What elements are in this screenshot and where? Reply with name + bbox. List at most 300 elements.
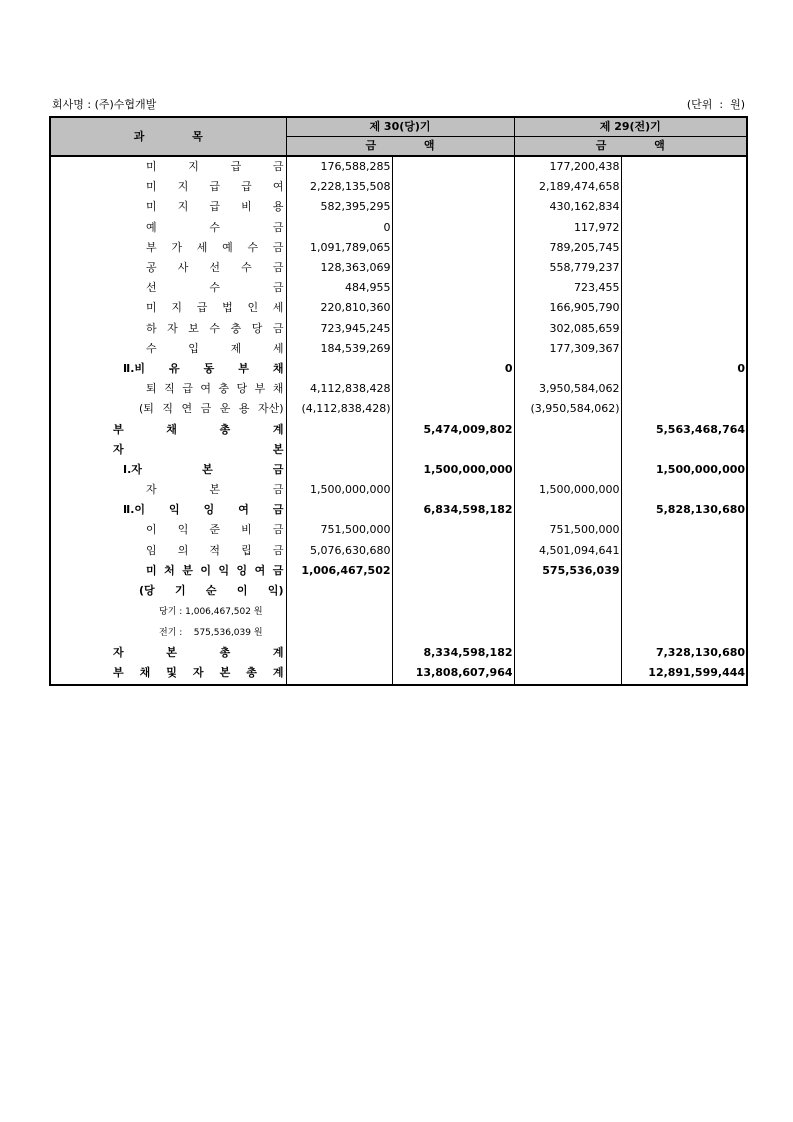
prior-total-amount (621, 218, 747, 238)
label-char: 잉 (236, 563, 248, 577)
label-char: 급 (241, 180, 252, 194)
label-char: 자 (113, 442, 124, 456)
label-char: 미 (146, 200, 157, 214)
label-char: 금 (272, 281, 284, 295)
table-row (50, 238, 747, 258)
label-char: Ⅱ.이 (123, 503, 146, 517)
account-name (50, 460, 286, 480)
label-char: 연 (181, 402, 193, 416)
prior-detail-amount (514, 440, 621, 460)
label-char: 수 (209, 220, 221, 234)
account-name (50, 298, 286, 318)
net-income-note: 전기 : 575,536,039 원 (159, 628, 263, 639)
label-char: 준 (209, 523, 221, 537)
account-label (51, 258, 286, 278)
prior-detail-amount: 166,905,790 (514, 298, 621, 318)
label-char: 금 (272, 261, 284, 275)
current-total-amount (392, 561, 514, 581)
label-char: 금 (272, 321, 284, 335)
current-detail-amount: 1,006,467,502 (286, 561, 392, 581)
table-row (50, 622, 747, 643)
account-label (51, 480, 286, 500)
current-detail-amount: 220,810,360 (286, 298, 392, 318)
account-name (50, 177, 286, 197)
company-name: 회사명 : (주)수협개발 (52, 98, 157, 111)
label-char: 수 (247, 240, 259, 254)
label-char: 제 (230, 341, 242, 355)
unit-label: (단위 : 원) (686, 98, 745, 111)
label-char: 지 (177, 200, 189, 214)
account-name (50, 399, 286, 419)
account-name (50, 218, 286, 238)
account-name (50, 197, 286, 217)
current-detail-amount (286, 500, 392, 520)
table-row (50, 419, 747, 439)
current-total-amount (392, 278, 514, 298)
label-char: 세 (272, 341, 284, 355)
label-char: 익 (169, 503, 180, 517)
current-detail-amount: 0 (286, 218, 392, 238)
account-label (51, 440, 286, 460)
prior-total-amount (621, 238, 747, 258)
table-row (50, 258, 747, 278)
current-detail-amount: 1,091,789,065 (286, 238, 392, 258)
prior-total-amount (621, 319, 747, 339)
current-total-amount (392, 440, 514, 460)
label-char: 잉 (203, 503, 215, 517)
label-char: (당 (139, 584, 155, 598)
label-char: 채 (272, 361, 284, 375)
label-char: 수 (209, 321, 221, 335)
current-detail-amount (286, 581, 392, 601)
table-row (50, 399, 747, 419)
table-row (50, 643, 747, 663)
label-char: 금 (272, 503, 284, 517)
label-char: 부 (254, 382, 266, 396)
current-total-amount (392, 298, 514, 318)
current-detail-amount: (4,112,838,428) (286, 399, 392, 419)
table-row (50, 379, 747, 399)
prior-detail-amount: 177,200,438 (514, 156, 621, 177)
prior-detail-amount (514, 460, 621, 480)
prior-detail-amount: 575,536,039 (514, 561, 621, 581)
prior-detail-amount: 1,500,000,000 (514, 480, 621, 500)
label-char: 금 (272, 483, 284, 497)
label-char: 급 (196, 301, 208, 315)
table-row (50, 359, 747, 379)
label-char: 총 (219, 422, 231, 436)
label-char: 금 (272, 220, 284, 234)
current-detail-amount: 1,500,000,000 (286, 480, 392, 500)
label-char: 임 (146, 543, 157, 557)
current-detail-amount: 723,945,245 (286, 319, 392, 339)
prior-total-amount (621, 622, 747, 643)
label-char: 선 (209, 261, 221, 275)
label-char: 수 (146, 341, 157, 355)
account-name (50, 622, 286, 643)
label-char: 예 (222, 240, 233, 254)
account-label (51, 359, 286, 379)
label-char: 부 (113, 422, 124, 436)
label-char: 자 (167, 321, 178, 335)
current-total-amount (392, 379, 514, 399)
account-name (50, 601, 286, 622)
table-row (50, 156, 747, 177)
account-label (51, 399, 286, 419)
table-row (50, 601, 747, 622)
label-char: 익 (177, 523, 189, 537)
label-char: 처 (164, 563, 175, 577)
current-total-amount: 6,834,598,182 (392, 500, 514, 520)
account-label (51, 177, 286, 197)
current-amount-header: 금 액 (286, 137, 514, 157)
account-label (51, 541, 286, 561)
account-label (51, 157, 286, 177)
prior-detail-amount (514, 601, 621, 622)
account-name (50, 258, 286, 278)
prior-total-amount: 5,563,468,764 (621, 419, 747, 439)
account-name (50, 278, 286, 298)
prior-total-amount (621, 601, 747, 622)
current-detail-amount (286, 460, 392, 480)
table-row (50, 319, 747, 339)
label-char: 적 (209, 543, 221, 557)
prior-total-amount: 0 (621, 359, 747, 379)
current-total-amount (392, 601, 514, 622)
table-row (50, 500, 747, 520)
current-total-amount (392, 480, 514, 500)
account-label (51, 298, 286, 318)
label-char: 충 (230, 321, 242, 335)
account-name (50, 238, 286, 258)
current-total-amount (392, 238, 514, 258)
label-char: 기 (174, 584, 186, 598)
prior-amount-header: 금 액 (514, 137, 747, 157)
label-char: 지 (171, 301, 182, 315)
current-total-amount: 13,808,607,964 (392, 663, 514, 684)
label-char: 수 (209, 281, 221, 295)
label-char: 채 (166, 422, 177, 436)
current-detail-amount: 184,539,269 (286, 339, 392, 359)
label-char: 이 (146, 523, 157, 537)
label-char: 자 (146, 483, 157, 497)
label-char: 및 (166, 666, 177, 680)
account-name (50, 379, 286, 399)
prior-total-amount (621, 278, 747, 298)
label-char: 립 (241, 543, 252, 557)
label-char: 선 (146, 281, 157, 295)
label-char: 총 (219, 646, 231, 660)
current-total-amount (392, 541, 514, 561)
label-char: 이 (200, 563, 211, 577)
table-row (50, 561, 747, 581)
label-char: 비 (241, 523, 252, 537)
label-char: 익) (267, 584, 284, 598)
label-char: 운 (219, 402, 231, 416)
label-char: 순 (205, 584, 217, 598)
prior-total-amount (621, 298, 747, 318)
current-detail-amount: 5,076,630,680 (286, 541, 392, 561)
label-char: 부 (238, 361, 249, 375)
prior-total-amount (621, 520, 747, 540)
prior-detail-amount (514, 663, 621, 684)
prior-detail-amount: 723,455 (514, 278, 621, 298)
current-detail-amount (286, 622, 392, 643)
prior-total-amount (621, 541, 747, 561)
prior-total-amount (621, 440, 747, 460)
current-total-amount: 5,474,009,802 (392, 419, 514, 439)
label-char: 여 (200, 382, 211, 396)
label-char: 여 (238, 503, 249, 517)
label-char: 채 (272, 382, 284, 396)
label-char: 급 (230, 160, 242, 174)
prior-total-amount: 5,828,130,680 (621, 500, 747, 520)
current-detail-amount (286, 419, 392, 439)
current-detail-amount (286, 601, 392, 622)
prior-detail-amount: 4,501,094,641 (514, 541, 621, 561)
prior-detail-amount (514, 622, 621, 643)
label-char: 법 (222, 301, 233, 315)
prior-total-amount (621, 379, 747, 399)
account-label (51, 339, 286, 359)
current-detail-amount: 128,363,069 (286, 258, 392, 278)
label-char: 동 (203, 361, 215, 375)
table-row (50, 197, 747, 217)
label-char: 세 (196, 240, 208, 254)
label-char: Ⅱ.비 (123, 361, 146, 375)
prior-total-amount (621, 399, 747, 419)
label-char: 금 (272, 160, 284, 174)
label-char: 입 (188, 341, 199, 355)
account-name (50, 581, 286, 601)
prior-detail-amount: 789,205,745 (514, 238, 621, 258)
account-name (50, 663, 286, 684)
label-char: 이 (236, 584, 248, 598)
prior-detail-amount (514, 643, 621, 663)
account-label (51, 218, 286, 238)
current-detail-amount: 2,228,135,508 (286, 177, 392, 197)
prior-detail-amount: (3,950,584,062) (514, 399, 621, 419)
balance-sheet-table (49, 116, 748, 686)
label-char: 금 (272, 523, 284, 537)
label-char: 부 (146, 240, 157, 254)
prior-total-amount: 1,500,000,000 (621, 460, 747, 480)
prior-detail-amount: 2,189,474,658 (514, 177, 621, 197)
current-total-amount (392, 622, 514, 643)
label-char: Ⅰ.자 (123, 462, 142, 476)
label-char: (퇴 (139, 402, 154, 416)
label-char: 금 (272, 240, 284, 254)
account-label (51, 520, 286, 540)
label-char: 보 (188, 321, 199, 335)
label-char: 본 (202, 462, 213, 476)
account-label (51, 379, 286, 399)
table-row (50, 460, 747, 480)
account-label (51, 420, 286, 440)
current-total-amount: 1,500,000,000 (392, 460, 514, 480)
account-label (51, 500, 286, 520)
account-label (51, 278, 286, 298)
table-row (50, 440, 747, 460)
label-char: 익 (218, 563, 230, 577)
account-name (50, 520, 286, 540)
account-name (50, 319, 286, 339)
prior-total-amount (621, 480, 747, 500)
label-char: 용 (272, 200, 284, 214)
current-detail-amount: 751,500,000 (286, 520, 392, 540)
balance-sheet-body (50, 156, 747, 685)
current-total-amount (392, 399, 514, 419)
table-row (50, 480, 747, 500)
current-total-amount: 0 (392, 359, 514, 379)
prior-total-amount (621, 156, 747, 177)
current-period-header: 제 30(당)기 (286, 117, 514, 137)
label-char: 자산) (257, 402, 284, 416)
prior-total-amount (621, 177, 747, 197)
label-char: 본 (272, 442, 284, 456)
label-char: 급 (182, 382, 193, 396)
prior-total-amount: 7,328,130,680 (621, 643, 747, 663)
prior-detail-amount (514, 419, 621, 439)
current-total-amount (392, 581, 514, 601)
label-char: 사 (177, 261, 189, 275)
label-char: 채 (139, 666, 151, 680)
label-char: 가 (171, 240, 182, 254)
prior-total-amount (621, 258, 747, 278)
label-char: 자 (113, 646, 124, 660)
current-total-amount: 8,334,598,182 (392, 643, 514, 663)
account-label (51, 197, 286, 217)
table-row (50, 541, 747, 561)
label-char: 미 (146, 301, 157, 315)
label-char: 예 (146, 220, 157, 234)
current-total-amount (392, 520, 514, 540)
account-label (51, 238, 286, 258)
prior-detail-amount: 751,500,000 (514, 520, 621, 540)
current-detail-amount (286, 359, 392, 379)
label-char: 여 (272, 180, 284, 194)
label-char: 본 (166, 646, 177, 660)
label-char: 지 (188, 160, 199, 174)
prior-period-header: 제 29(전)기 (514, 117, 747, 137)
prior-total-amount (621, 339, 747, 359)
label-char: 퇴 (146, 382, 157, 396)
label-char: 세 (272, 301, 284, 315)
label-char: 공 (146, 261, 157, 275)
table-row (50, 177, 747, 197)
current-total-amount (392, 197, 514, 217)
current-total-amount (392, 177, 514, 197)
subject-header: 과 목 (50, 117, 286, 156)
account-label (51, 460, 286, 480)
label-char: 하 (146, 321, 157, 335)
label-char: 유 (169, 361, 180, 375)
current-total-amount (392, 339, 514, 359)
label-char: 충 (218, 382, 230, 396)
prior-detail-amount: 430,162,834 (514, 197, 621, 217)
label-char: 계 (272, 646, 284, 660)
label-char: 직 (162, 402, 174, 416)
label-char: 본 (209, 483, 221, 497)
account-label (51, 581, 286, 601)
account-name (50, 419, 286, 439)
current-detail-amount (286, 440, 392, 460)
label-char: 분 (182, 563, 193, 577)
prior-total-amount (621, 581, 747, 601)
prior-detail-amount: 558,779,237 (514, 258, 621, 278)
prior-detail-amount (514, 500, 621, 520)
prior-detail-amount (514, 581, 621, 601)
label-char: 미 (146, 160, 157, 174)
label-char: 계 (272, 666, 284, 680)
label-char: 금 (200, 402, 212, 416)
prior-total-amount (621, 561, 747, 581)
label-char: 금 (272, 563, 284, 577)
label-char: 미 (146, 180, 157, 194)
label-char: 지 (177, 180, 189, 194)
table-row (50, 339, 747, 359)
label-char: 당 (251, 321, 263, 335)
label-char: 인 (247, 301, 259, 315)
current-total-amount (392, 156, 514, 177)
label-char: 여 (254, 563, 266, 577)
table-row (50, 218, 747, 238)
current-detail-amount (286, 643, 392, 663)
account-label (51, 643, 286, 663)
current-detail-amount (286, 663, 392, 684)
label-char: 당 (236, 382, 248, 396)
label-char: 직 (164, 382, 175, 396)
prior-detail-amount: 177,309,367 (514, 339, 621, 359)
label-char: 본 (219, 666, 231, 680)
label-char: 계 (272, 422, 284, 436)
account-label (51, 663, 286, 683)
prior-detail-amount: 117,972 (514, 218, 621, 238)
label-char: 급 (209, 200, 221, 214)
account-name (50, 500, 286, 520)
current-total-amount (392, 258, 514, 278)
account-label (51, 319, 286, 339)
prior-detail-amount: 302,085,659 (514, 319, 621, 339)
table-row (50, 581, 747, 601)
current-detail-amount: 176,588,285 (286, 156, 392, 177)
label-char: 비 (241, 200, 252, 214)
table-row (50, 278, 747, 298)
current-total-amount (392, 218, 514, 238)
prior-detail-amount (514, 359, 621, 379)
account-label (51, 561, 286, 581)
table-row (50, 520, 747, 540)
account-name (50, 156, 286, 177)
prior-total-amount (621, 197, 747, 217)
account-name (50, 359, 286, 379)
current-detail-amount: 484,955 (286, 278, 392, 298)
account-name (50, 339, 286, 359)
label-char: 수 (241, 261, 252, 275)
account-name (50, 480, 286, 500)
label-char: 미 (146, 563, 157, 577)
label-char: 금 (272, 462, 284, 476)
account-name (50, 561, 286, 581)
account-name (50, 643, 286, 663)
prior-detail-amount: 3,950,584,062 (514, 379, 621, 399)
label-char: 총 (246, 666, 257, 680)
current-detail-amount: 4,112,838,428 (286, 379, 392, 399)
current-detail-amount: 582,395,295 (286, 197, 392, 217)
table-row (50, 663, 747, 684)
prior-total-amount: 12,891,599,444 (621, 663, 747, 684)
account-name (50, 541, 286, 561)
